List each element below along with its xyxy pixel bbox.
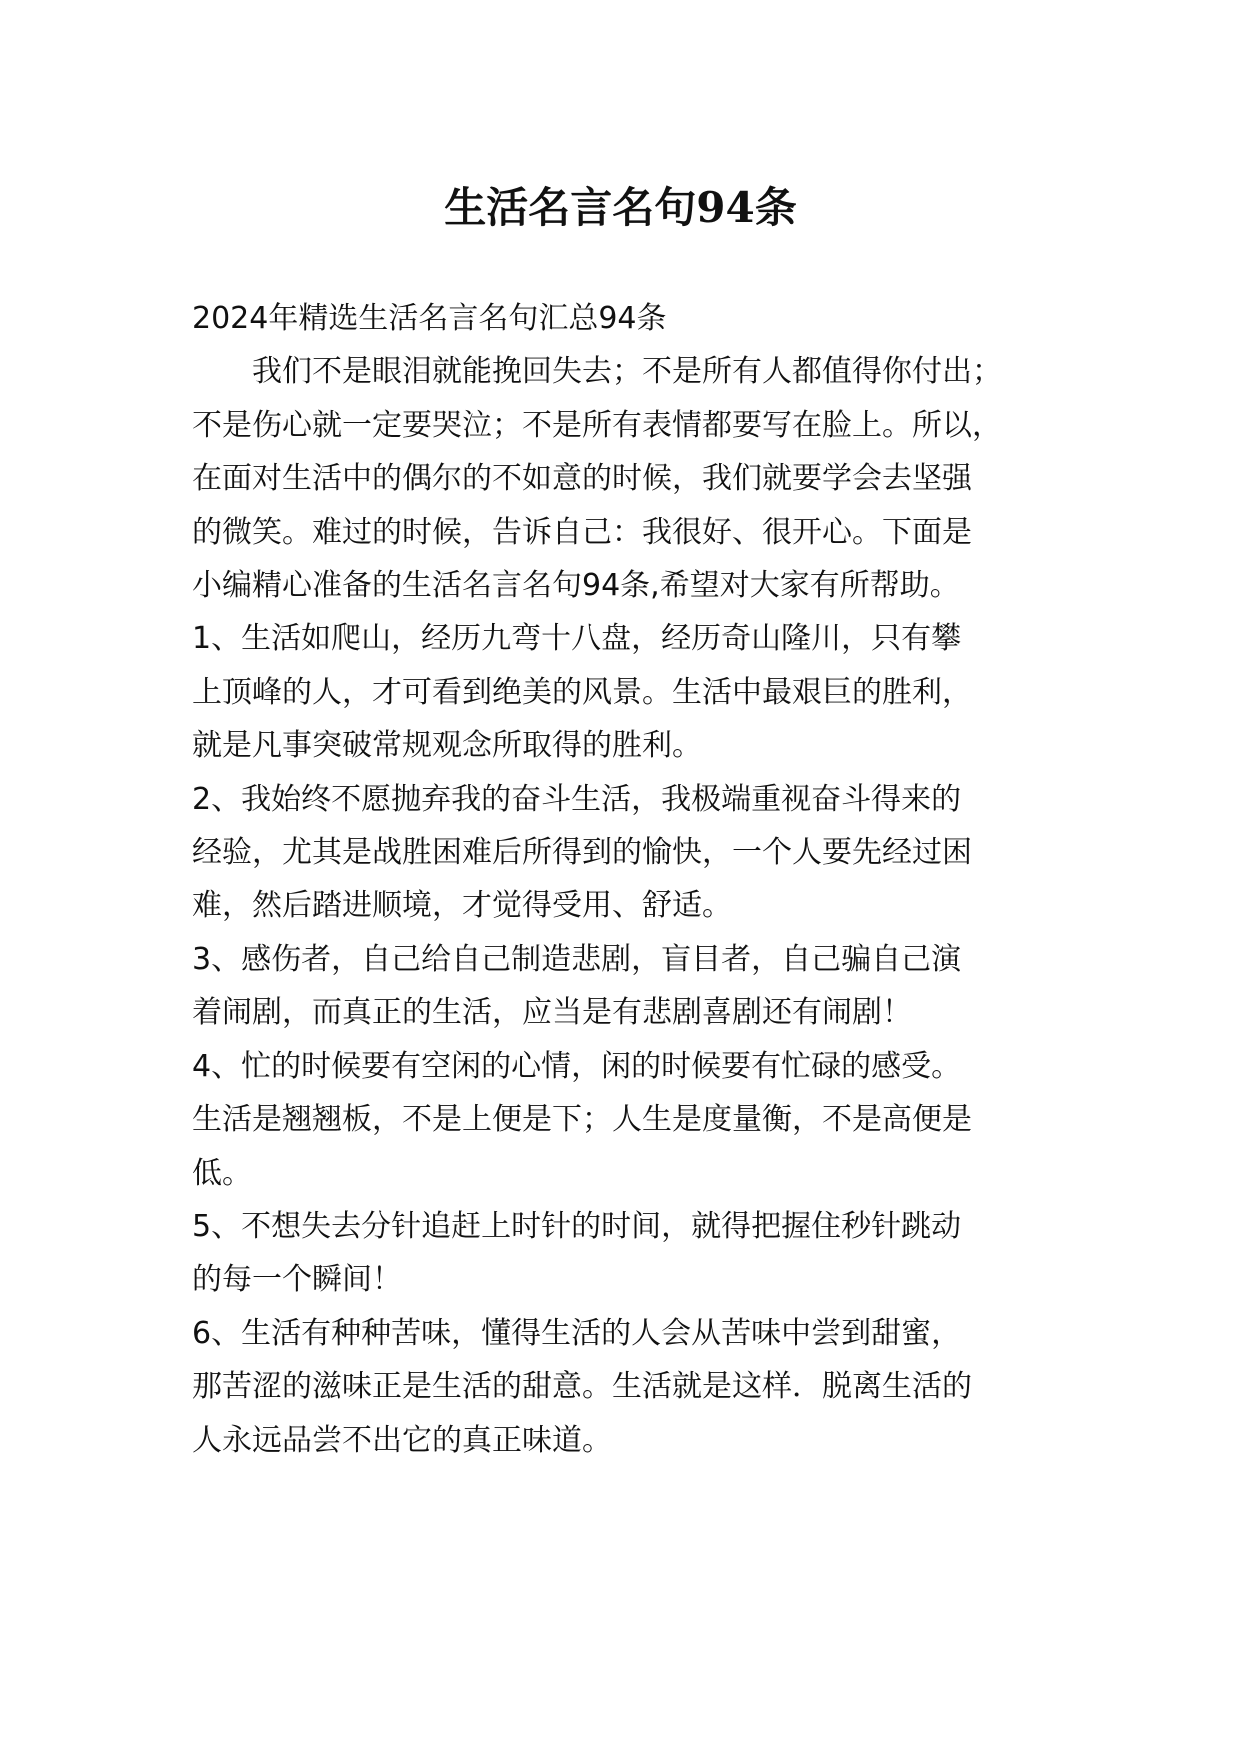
quote-line: 人永远品尝不出它的真正味道。 [192,1422,612,1458]
intro-line: 的微笑。难过的时候，告诉自己：我很好、很开心。下面是 [192,514,972,550]
quote-item-4 [192,1040,1072,1200]
document-body [192,292,1072,1467]
quote-item-5 [192,1200,1072,1307]
intro-line: 在面对生活中的偶尔的不如意的时候，我们就要学会去坚强 [192,461,972,497]
quote-line: 就是凡事突破常规观念所取得的胜利。 [192,728,702,764]
quote-line: 4、忙的时候要有空闲的心情，闲的时候要有忙碌的感受。 [192,1048,962,1084]
quote-line: 6、生活有种种苦味，懂得生活的人会从苦味中尝到甜蜜， [192,1315,962,1351]
quote-line: 1、生活如爬山，经历九弯十八盘，经历奇山隆川，只有攀 [192,621,962,657]
quote-item-2 [192,773,1072,933]
quote-line: 经验，尤其是战胜困难后所得到的愉快，一个人要先经过困 [192,835,972,871]
document-title: 生活名言名句94条 [444,183,797,233]
intro-line: 我们不是眼泪就能挽回失去；不是所有人都值得你付出； [192,354,1002,390]
quote-line: 生活是翘翘板，不是上便是下；人生是度量衡，不是高便是 [192,1102,972,1138]
quote-line: 那苦涩的滋味正是生活的甜意。生活就是这样．脱离生活的 [192,1369,972,1405]
quote-line: 的每一个瞬间！ [192,1262,402,1298]
quote-line: 5、不想失去分针追赶上时针的时间，就得把握住秒针跳动 [192,1208,962,1244]
quote-item-6 [192,1307,1072,1467]
quote-item-1 [192,612,1072,772]
quote-line: 低。 [192,1155,252,1191]
intro-line: 小编精心准备的生活名言名句94条,希望对大家有所帮助。 [192,568,960,604]
quote-line: 上顶峰的人，才可看到绝美的风景。生活中最艰巨的胜利， [192,674,972,710]
quote-line: 2、我始终不愿抛弃我的奋斗生活，我极端重视奋斗得来的 [192,781,962,817]
quote-line: 难，然后踏进顺境，才觉得受用、舒适。 [192,888,732,924]
quote-line: 3、感伤者，自己给自己制造悲剧，盲目者，自己骗自己演 [192,941,962,977]
intro-paragraph [192,345,1072,612]
quote-item-3 [192,933,1072,1040]
subtitle-line: 2024年精选生活名言名句汇总94条 [192,301,667,336]
quote-line: 着闹剧，而真正的生活，应当是有悲剧喜剧还有闹剧！ [192,995,912,1031]
intro-line: 不是伤心就一定要哭泣；不是所有表情都要写在脸上。所以， [192,407,1002,443]
